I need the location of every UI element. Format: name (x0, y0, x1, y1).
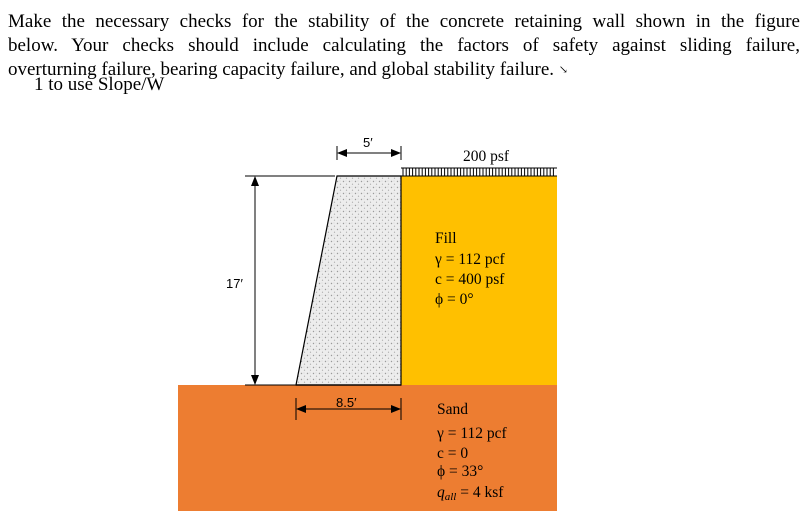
height-label: 17′ (226, 276, 243, 291)
surcharge-load (401, 168, 557, 176)
sand-cohesion: c = 0 (437, 445, 469, 462)
sand-allowable-bearing: qall = 4 ksf (437, 484, 504, 503)
fill-cohesion: c = 400 psf (435, 271, 505, 288)
sand-unit-weight: γ = 112 pcf (437, 425, 507, 442)
cursor-mark-icon: ↘ (558, 64, 569, 76)
problem-line-2: below. Your checks should include calculating the factors of safety against sliding failure, (8, 35, 800, 56)
problem-line-3: overturning failure, bearing capacity failure, and global stability failure. ↘ (8, 59, 569, 80)
fill-unit-weight: γ = 112 pcf (435, 251, 505, 268)
concrete-wall (296, 176, 401, 385)
top-width-label: 5′ (363, 135, 373, 150)
fill-friction-angle: ϕ = 0° (435, 291, 474, 308)
fill-name: Fill (435, 230, 457, 247)
bottom-width-label: 8.5′ (336, 395, 357, 410)
sand-name: Sand (437, 401, 468, 418)
surcharge-label: 200 psf (463, 148, 510, 165)
cutoff-text: 1 to use Slope/W (34, 74, 165, 95)
sand-friction-angle: ϕ = 33° (437, 463, 484, 480)
problem-line-1: Make the necessary checks for the stability of the concrete retaining wall shown in the figure (8, 11, 800, 32)
